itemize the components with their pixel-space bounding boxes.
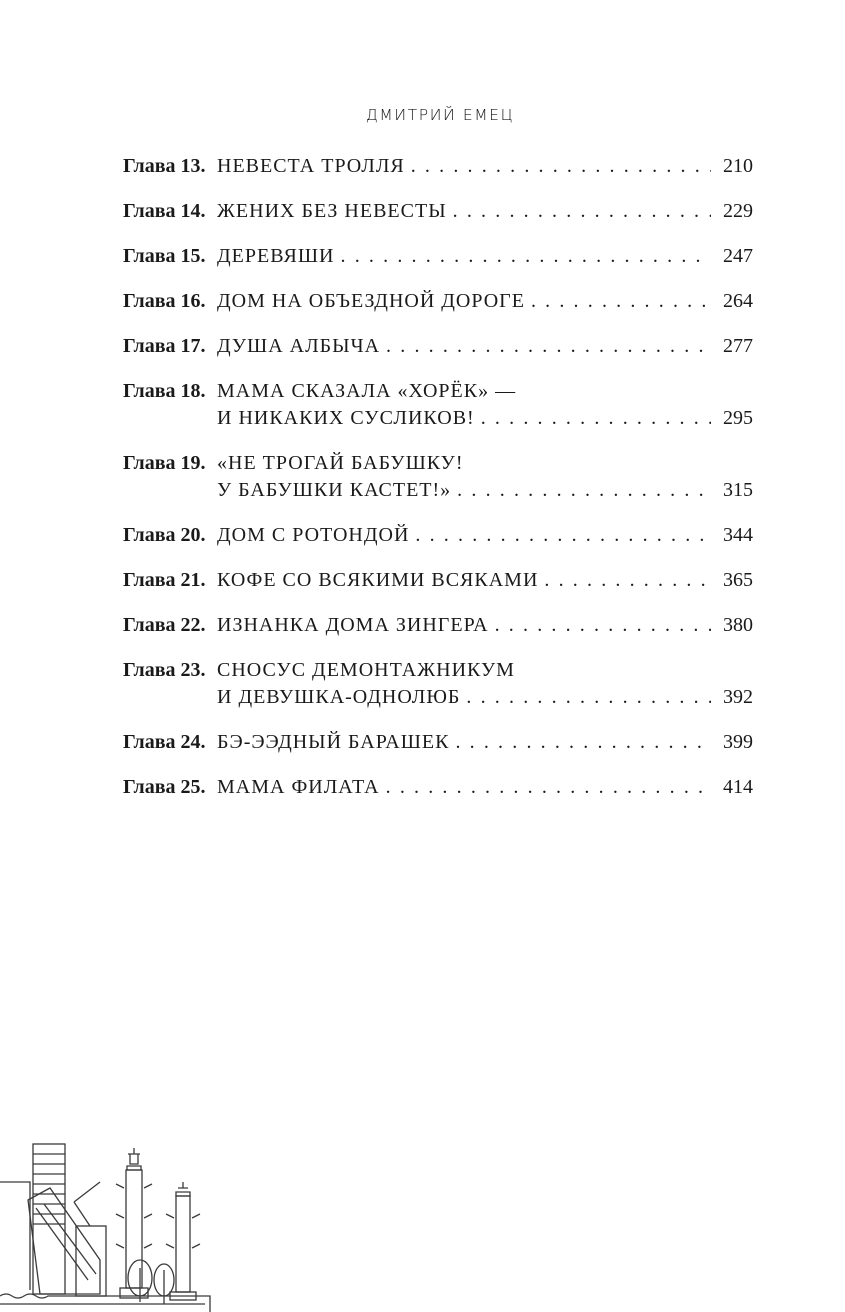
chapter-title: ЖЕНИХ БЕЗ НЕВЕСТЫ — [217, 200, 447, 222]
dot-leader — [455, 730, 711, 755]
toc-line — [123, 523, 753, 548]
toc-entry — [123, 289, 753, 314]
toc-line — [123, 199, 753, 224]
chapter-label: Глава 16. — [123, 290, 206, 312]
dot-leader — [411, 154, 711, 179]
toc-entry — [123, 199, 753, 224]
toc-entry — [123, 775, 753, 800]
chapter-label: Глава 25. — [123, 776, 206, 798]
chapter-title: И НИКАКИХ СУСЛИКОВ! — [217, 407, 475, 429]
chapter-title: ДЕРЕВЯШИ — [217, 245, 335, 267]
toc-line — [123, 730, 753, 755]
table-of-contents — [123, 154, 753, 820]
chapter-title: «НЕ ТРОГАЙ БАБУШКУ! — [217, 452, 464, 474]
page-number: 365 — [723, 569, 753, 591]
page-number: 344 — [723, 524, 753, 546]
rostral-column-2 — [166, 1182, 200, 1300]
chapter-label: Глава 13. — [123, 155, 206, 177]
dot-leader — [453, 199, 711, 224]
toc-entry — [123, 334, 753, 359]
tree-2 — [154, 1264, 174, 1304]
chapter-label: Глава 24. — [123, 731, 206, 753]
page-number: 414 — [723, 776, 753, 798]
toc-line — [123, 775, 753, 800]
chapter-title: КОФЕ СО ВСЯКИМИ ВСЯКАМИ — [217, 569, 539, 591]
chapter-title: МАМА СКАЗАЛА «ХОРЁК» — — [217, 380, 517, 402]
page-number: 264 — [723, 290, 753, 312]
toc-line — [123, 379, 753, 404]
page-number: 380 — [723, 614, 753, 636]
chapter-label: Глава 15. — [123, 245, 206, 267]
dot-leader — [466, 685, 711, 710]
toc-entry — [123, 568, 753, 593]
toc-entry — [123, 154, 753, 179]
running-head: ДМИТРИЙ ЕМЕЦ — [365, 106, 515, 124]
toc-entry — [123, 613, 753, 638]
page-number: 229 — [723, 200, 753, 222]
dot-leader — [386, 775, 711, 800]
dot-leader — [544, 568, 711, 593]
toc-line — [123, 478, 753, 503]
dot-leader — [457, 478, 711, 503]
chapter-title: ДУША АЛБЫЧА — [217, 335, 381, 357]
toc-entry — [123, 523, 753, 548]
water-waves — [0, 1294, 210, 1312]
drawbridge — [28, 1182, 106, 1296]
dot-leader — [415, 523, 711, 548]
toc-line — [123, 244, 753, 269]
toc-line — [123, 658, 753, 683]
chapter-label: Глава 18. — [123, 380, 206, 402]
toc-line — [123, 154, 753, 179]
rostral-column-1 — [116, 1148, 152, 1298]
page-number: 392 — [723, 686, 753, 708]
page-number: 399 — [723, 731, 753, 753]
toc-entry — [123, 379, 753, 431]
toc-line — [123, 685, 753, 710]
toc-line — [123, 613, 753, 638]
page-number: 277 — [723, 335, 753, 357]
toc-line — [123, 568, 753, 593]
chapter-title: ИЗНАНКА ДОМА ЗИНГЕРА — [217, 614, 489, 636]
chapter-label: Глава 19. — [123, 452, 206, 474]
chapter-title: ДОМ С РОТОНДОЙ — [217, 524, 410, 546]
dot-leader — [495, 613, 711, 638]
page-number: 210 — [723, 155, 753, 177]
chapter-label: Глава 14. — [123, 200, 206, 222]
chapter-label: Глава 23. — [123, 659, 206, 681]
toc-entry — [123, 730, 753, 755]
tower-building — [33, 1144, 65, 1294]
dot-leader — [481, 406, 711, 431]
chapter-label: Глава 20. — [123, 524, 206, 546]
toc-line — [123, 334, 753, 359]
dot-leader — [531, 289, 711, 314]
toc-line — [123, 289, 753, 314]
chapter-title: МАМА ФИЛАТА — [217, 776, 380, 798]
chapter-title: НЕВЕСТА ТРОЛЛЯ — [217, 155, 405, 177]
toc-entry — [123, 658, 753, 710]
chapter-title: У БАБУШКИ КАСТЕТ!» — [217, 479, 452, 501]
chapter-label: Глава 21. — [123, 569, 206, 591]
toc-entry — [123, 244, 753, 269]
page-number: 315 — [723, 479, 753, 501]
chapter-title: ДОМ НА ОБЪЕЗДНОЙ ДОРОГЕ — [217, 290, 525, 312]
dot-leader — [341, 244, 711, 269]
city-skyline-illustration — [0, 1130, 215, 1312]
page-number: 247 — [723, 245, 753, 267]
toc-line — [123, 451, 753, 476]
chapter-title: БЭ-ЭЭДНЫЙ БАРАШЕК — [217, 731, 450, 753]
chapter-title: СНОСУС ДЕМОНТАЖНИКУМ — [217, 659, 515, 681]
chapter-label: Глава 22. — [123, 614, 206, 636]
chapter-title: И ДЕВУШКА-ОДНОЛЮБ — [217, 686, 461, 708]
dot-leader — [386, 334, 711, 359]
toc-line — [123, 406, 753, 431]
toc-entry — [123, 451, 753, 503]
page-number: 295 — [723, 407, 753, 429]
chapter-label: Глава 17. — [123, 335, 206, 357]
